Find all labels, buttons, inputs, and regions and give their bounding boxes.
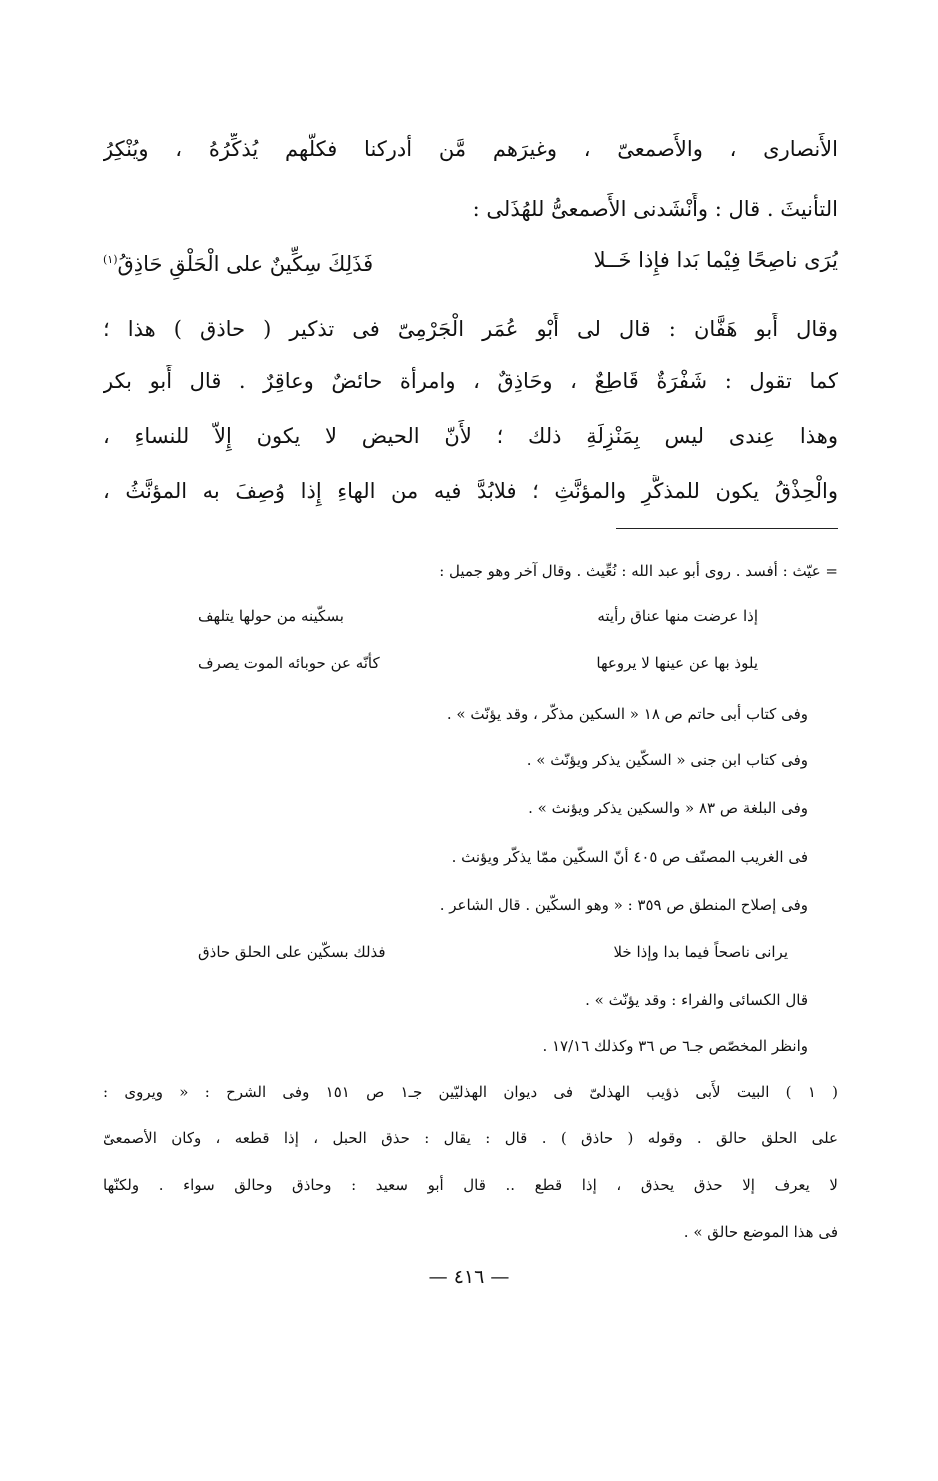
main-text-line: التأنيثَ . قال : وأَنْشَدنى الأَصمعىُّ للهُذَلى : bbox=[472, 197, 838, 221]
page-number: — ٤١٦ — bbox=[428, 1266, 510, 1288]
main-text-line: كما تقول : شَفْرَةٌ قَاطِعٌ ، وحَاذِقٌ ، وامرأة حائضٌ وعاقِرٌ . قال أَبو بكر bbox=[103, 369, 838, 393]
verse-hemistich-left: فذلك بسكّين على الحلق حاذق bbox=[198, 943, 386, 961]
footnote-separator bbox=[616, 528, 838, 529]
footnote-line: قال الكسائى والفراء : وقد يؤنّث » . bbox=[585, 991, 808, 1009]
footnote-line: وفى البلغة ص ٨٣ « والسكين يذكر ويؤنث » . bbox=[528, 799, 808, 817]
verse-line bbox=[103, 244, 838, 280]
footnote-line: = عيّث : أفسد . روى أبو عبد الله : نُعِّيث . وقال آخر وهو جميل : bbox=[439, 562, 838, 580]
footnote-line: ( ١ ) البيت لأَبى ذؤيب الهذلىّ فى ديوان الهذليّين جـ١ ص ١٥١ وفى الشرح : « ويروى : bbox=[103, 1083, 838, 1101]
footnote-marker: (١) bbox=[103, 253, 118, 266]
main-text-line: والْحِذْقُ يكون للمذكَّرِ والمؤنَّثِ ؛ فلابُدَّ فيه من الهاءِ إِذا وُصِفَ به المؤنَّثُ ، bbox=[103, 479, 838, 503]
footnote-line: لا يعرف إلا حذق يحذق ، إذا قطع .. قال أبو سعيد : وحاذق وحالق سواء . ولكنّها bbox=[103, 1176, 838, 1194]
footnote-verse bbox=[198, 940, 788, 966]
footnote-line: على الحلق حالق . وقوله ( حاذق ) . قال : يقال : حذق الحبل ، إذا قطعه ، وكان الأصمعىّ bbox=[103, 1129, 838, 1147]
verse-hemistich-left bbox=[103, 244, 373, 280]
footnote-line: فى الغريب المصنّف ص ٤٠٥ أنّ السكّين ممّا يذكّر ويؤنث . bbox=[451, 848, 808, 866]
main-text-line: الأَنصارى ، والأَصمعىّ ، وغيرَهم مَّن أدركنا فكلُّهم يُذكِّرُهُ ، ويُنْكِرُ bbox=[103, 137, 838, 161]
verse-hemistich-right: يرانى ناصحاً فيما بدا وإذا خلا bbox=[613, 943, 788, 961]
verse-hemistich-right: إذا عرضت منها عناق رأيته bbox=[597, 607, 758, 625]
main-text-line: وهذا عِندى ليس بِمَنْزِلَةِ ذلك ؛ لأَنّ الحيض لا يكون إِلاّ للنساءِ ، bbox=[103, 424, 838, 448]
verse-hemistich-right: يلوذ بها عن عينها لا يروعها bbox=[596, 654, 758, 672]
verse-hemistich-left: كأنّه عن حوبائه الموت يصرف bbox=[198, 654, 380, 672]
footnote-line: وفى إصلاح المنطق ص ٣٥٩ : « وهو السكّين . قال الشاعر . bbox=[439, 896, 808, 914]
verse-hemistich-left-text: فَذَلِكَ سِكِّينٌ على الْحَلْقِ حَاذِقُ bbox=[117, 252, 374, 276]
verse-hemistich-left: بسكّينه من حولها يتلهف bbox=[198, 607, 344, 625]
footnote-verse bbox=[198, 604, 758, 630]
footnote-line: وفى كتاب ابن جنى « السكّين يذكر ويؤنّث » . bbox=[526, 751, 808, 769]
main-text-line: وقال أَبو هَفَّان : قال لى أَبْو عُمَر الْجَرْمِىّ فى تذكير ( حاذق ) هذا ؛ bbox=[103, 317, 838, 341]
verse-hemistich-right: يُرَى ناصِحًا فِيْما بَدا فإِذا خَــلا bbox=[593, 248, 838, 272]
footnote-line: وانظر المخصّص جـ٦ ص ٣٦ وكذلك ١٧/١٦ . bbox=[542, 1037, 808, 1055]
footnote-verse bbox=[198, 651, 758, 677]
footnote-line: فى هذا الموضع حالق » . bbox=[683, 1223, 838, 1241]
footnote-line: وفى كتاب أبى حاتم ص ١٨ « السكين مذكّر ، وقد يؤنّث » . bbox=[446, 705, 808, 723]
